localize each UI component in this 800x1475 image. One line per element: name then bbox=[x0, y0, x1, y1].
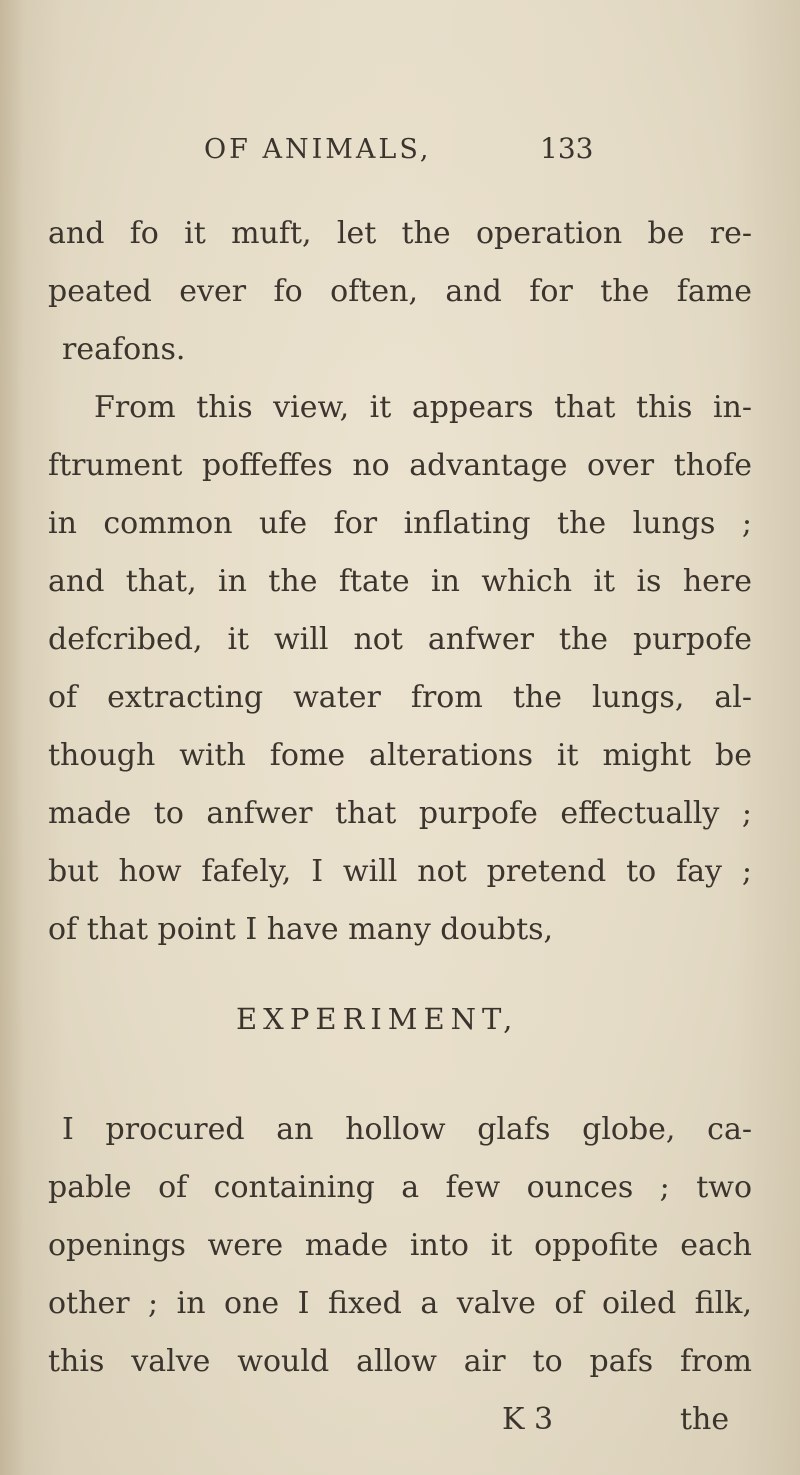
line-text: and that, in the ftate in which it is here bbox=[48, 564, 752, 599]
text-line bbox=[0, 326, 800, 374]
line-text: in common ufe for inflating the lungs ; bbox=[48, 506, 752, 541]
text-line bbox=[0, 848, 800, 896]
text-line bbox=[0, 1338, 800, 1386]
line-text: this valve would allow air to pafs from bbox=[48, 1344, 752, 1379]
line-text: peated ever fo often, and for the fame bbox=[48, 274, 752, 309]
line-text: and fo it muft, let the operation be re- bbox=[48, 216, 752, 251]
line-text: reafons. bbox=[62, 332, 186, 367]
text-line bbox=[0, 1106, 800, 1154]
text-line bbox=[0, 500, 800, 548]
heading-text: EXPERIMENT, bbox=[236, 1002, 519, 1036]
text-line bbox=[0, 558, 800, 606]
page-header bbox=[0, 134, 800, 174]
text-line bbox=[0, 1280, 800, 1328]
line-text: ftrument poffeffes no advantage over thofe bbox=[48, 448, 752, 483]
line-text: defcribed, it will not anfwer the purpofe bbox=[48, 622, 752, 657]
line-text: openings were made into it oppofite each bbox=[48, 1228, 752, 1263]
section-heading bbox=[0, 1002, 800, 1050]
text-line bbox=[0, 210, 800, 258]
text-line bbox=[0, 268, 800, 316]
text-line bbox=[0, 616, 800, 664]
page-number: 133 bbox=[540, 132, 594, 165]
page-footer bbox=[0, 1396, 800, 1444]
catchword: the bbox=[680, 1402, 730, 1437]
line-text: of that point I have many doubts, bbox=[48, 912, 554, 947]
line-text: From this view, it appears that this in- bbox=[94, 390, 752, 425]
line-text: I procured an hollow glafs globe, ca- bbox=[62, 1112, 752, 1147]
line-text: made to anfwer that purpofe effectually ; bbox=[48, 796, 752, 831]
text-line bbox=[0, 1222, 800, 1270]
text-line bbox=[0, 790, 800, 838]
text-line bbox=[0, 384, 800, 432]
running-title: OF ANIMALS, bbox=[204, 134, 432, 165]
text-line bbox=[0, 1164, 800, 1212]
line-text: of extracting water from the lungs, al- bbox=[48, 680, 752, 715]
text-line bbox=[0, 674, 800, 722]
text-line bbox=[0, 906, 800, 954]
text-line bbox=[0, 442, 800, 490]
text-line bbox=[0, 732, 800, 780]
signature-mark: K 3 bbox=[502, 1402, 554, 1437]
line-text: though with fome alterations it might be bbox=[48, 738, 752, 773]
line-text: other ; in one I fixed a valve of oiled filk, bbox=[48, 1286, 752, 1321]
line-text: but how fafely, I will not pretend to fay ; bbox=[48, 854, 752, 889]
line-text: pable of containing a few ounces ; two bbox=[48, 1170, 752, 1205]
